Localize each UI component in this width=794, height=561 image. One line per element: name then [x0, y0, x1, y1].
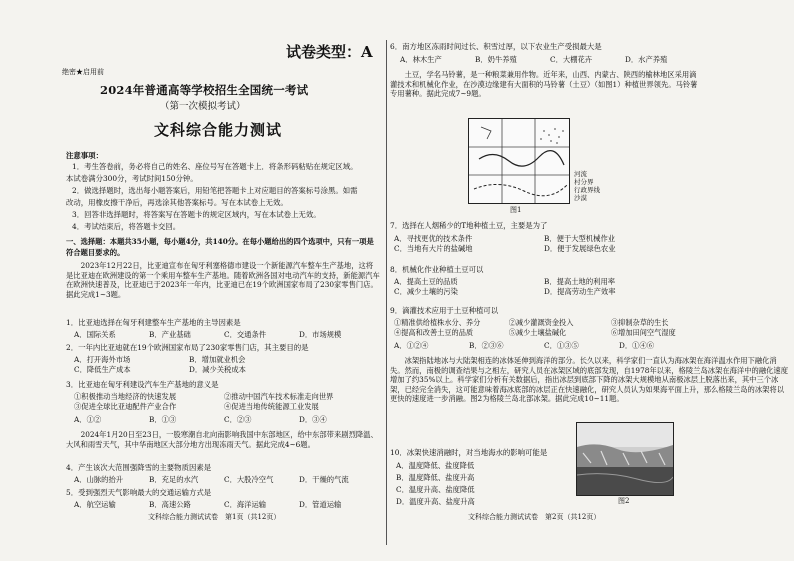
option-4b[interactable]: B．充足的水汽: [149, 475, 199, 484]
question-3-options: [74, 415, 374, 425]
option-10c[interactable]: C．温度升高、盐度降低: [396, 485, 475, 494]
item-9-5: ⑤减少土壤盐碱化: [508, 328, 567, 337]
option-9c[interactable]: C．①③⑤: [544, 341, 579, 350]
legend-river: 河流: [574, 170, 587, 178]
option-7a[interactable]: A．寻找更优的技术条件: [394, 234, 473, 243]
option-5b[interactable]: B．高速公路: [149, 500, 191, 509]
item-3-2: ②推动中国汽车技术标准走向世界: [224, 392, 334, 401]
option-6b[interactable]: B．奶牛养殖: [475, 55, 517, 64]
figure-1-graphic: [469, 119, 569, 203]
option-3b[interactable]: B．①③: [149, 415, 177, 424]
option-2b[interactable]: B．增加就业机会: [189, 355, 246, 364]
material-2: 2024年1月20日至23日，一股寒潮自北向南影响我国中东部地区，给中东部带来剧烈降温、大风和雨雪天气，其中华南地区大部分地方出现冻雨天气。据此完成4~6题。: [66, 430, 378, 449]
question-6-options: [400, 55, 700, 65]
question-6: 6．南方地区冻雨时间过长、积雪过厚，以下农业生产受损最大是: [390, 42, 602, 51]
figure-1-legend: [574, 170, 600, 202]
question-2: 2．一年内比亚迪就在19个欧洲国家布局了230家零售门店，其主要目的是: [66, 343, 309, 352]
exam-title: 2024年普通高等学校招生全国统一考试: [100, 83, 309, 97]
option-4c[interactable]: C．大股冷空气: [224, 475, 274, 484]
option-2d[interactable]: D．减少关税成本: [189, 364, 246, 374]
exam-subtitle: （第一次模拟考试）: [160, 101, 246, 112]
option-6a[interactable]: A．林木生产: [400, 55, 442, 64]
figure-2-photo: [576, 422, 674, 496]
figure-2-graphic: [577, 423, 673, 495]
question-9-options: [394, 341, 694, 351]
option-9d[interactable]: D．①④⑥: [619, 341, 655, 350]
option-6d[interactable]: D．水产养殖: [625, 55, 668, 64]
figure-1-caption: 图1: [510, 206, 522, 214]
option-8d[interactable]: D．提高劳动生产效率: [544, 286, 616, 296]
legend-admin-boundary: 行政界线: [574, 186, 600, 194]
option-8a[interactable]: A．提高土豆的品质: [394, 277, 458, 286]
exam-type-label: 试卷类型：A: [286, 43, 373, 61]
question-3: 3．比亚迪在匈牙利建设汽车生产基地的意义是: [66, 380, 219, 389]
option-1a[interactable]: A．国际关系: [74, 330, 116, 339]
note-2: 2．做选择题时，选出每小题答案后，用铅笔把答题卡上对应题目的答案标号涂黑。如需: [72, 186, 358, 195]
option-1c[interactable]: C．交通条件: [224, 330, 267, 339]
question-5-options: [74, 500, 374, 510]
figure-2-caption: 图2: [618, 497, 630, 505]
option-7d[interactable]: D．便于发展绿色农业: [544, 243, 616, 253]
question-1-options: [74, 330, 374, 340]
question-4-options: [74, 475, 374, 485]
option-6c[interactable]: C．大棚花卉: [550, 55, 593, 64]
option-3d[interactable]: D．③④: [299, 415, 327, 424]
option-2c[interactable]: C．降低生产成本: [74, 364, 131, 374]
legend-village-boundary: 村分界: [574, 178, 594, 186]
question-9: 9．滴灌技术应用于土豆种植可以: [390, 306, 499, 315]
legend-desert: 沙漠: [574, 194, 587, 202]
question-9-items: [394, 318, 704, 338]
option-9b[interactable]: B．②③⑥: [469, 341, 504, 350]
option-5a[interactable]: A．航空运输: [74, 500, 116, 509]
question-5: 5．受到强烈天气影响最大的交通运输方式是: [66, 488, 212, 497]
question-10-options: [396, 460, 475, 508]
note-2b: 改动，用橡皮擦干净后，再选涂其他答案标号。写在本试卷上无效。: [66, 198, 288, 207]
note-4: 4．考试结束后，将答题卡交回。: [72, 222, 181, 231]
option-5d[interactable]: D．管道运输: [299, 500, 342, 509]
option-7b[interactable]: B．便于大型机械作业: [544, 234, 616, 243]
option-2a[interactable]: A．打开海外市场: [74, 355, 131, 364]
option-10d[interactable]: D．温度升高、盐度升高: [396, 497, 475, 506]
item-9-6: ⑥增加田间空气湿度: [610, 328, 676, 337]
question-10: 10．冰架快速消融时，对当地海水的影响可能是: [390, 448, 548, 457]
material-4: 冰架指陆地冰与大陆架相连的冰体延伸到海洋的部分。长久以来，科学家们一直认为海冰架在海洋温水作用下融化消失。然而，南极的调查结果与之相左，研究人员在冰架区域的底部发现，自1978年以来，格陵兰岛冰架在海洋中的融化速度增加了约35%以上。科学家们分析有关数据后，指出冰层到底部下降的冰架大规模地从南极冰层上脱落出来，其中三个冰架，已经完全消失，这可能意味着海冰底部的冰层正在快速融化，研究人员认为如果海平面上升，那么格陵兰岛的冰架将以更快的速度进一步消融。图2为格陵兰岛北部冰架。据此完成10~11题。: [390, 356, 789, 403]
option-3a[interactable]: A．①②: [74, 415, 102, 424]
page-1: [0, 0, 387, 561]
page-1-footer: 文科综合能力测试试卷 第1页（共12页）: [148, 513, 281, 521]
option-1d[interactable]: D．市场规模: [299, 330, 342, 339]
option-8c[interactable]: C．减少土壤的污染: [394, 286, 458, 296]
note-3: 3．回答非选择题时，将答案写在答题卡的规定区域内，写在本试卷上无效。: [72, 210, 321, 219]
figure-1-map: [468, 118, 570, 204]
question-7: 7．选择在人烟稀少的T地种植土豆，主要是为了: [390, 221, 548, 230]
question-4: 4．产生该次大范围强降雪的主要物质因素是: [66, 463, 212, 472]
option-4a[interactable]: A．山脉的抬升: [74, 475, 124, 484]
item-9-4: ④提高和改善土豆的品质: [394, 328, 474, 337]
option-10a[interactable]: A．温度降低、盐度降低: [396, 461, 475, 470]
section-1-heading: 一、选择题：本题共35小题，每小题4分，共140分。在每小题给出的四个选项中，只有一项是符合题目要求的。: [66, 237, 374, 257]
item-9-2: ②减少灌溉资金投入: [508, 318, 574, 327]
option-8b[interactable]: B．提高土地的利用率: [544, 277, 616, 286]
item-3-3: ③促进全球比亚迪配件产业合作: [74, 401, 177, 411]
page-2-footer: 文科综合能力测试试卷 第2页（共12页）: [468, 513, 601, 521]
notes-heading: 注意事项：: [66, 151, 103, 160]
question-8: 8．机械化作业种植土豆可以: [390, 265, 484, 274]
question-8-options: [394, 277, 694, 297]
option-9a[interactable]: A．①②④: [394, 341, 429, 350]
secret-label: 绝密★启用前: [62, 68, 104, 76]
option-1b[interactable]: B．产业基础: [149, 330, 191, 339]
item-9-3: ③抑制杂草的生长: [610, 318, 669, 327]
option-10b[interactable]: B．温度降低、盐度升高: [396, 473, 475, 482]
option-4d[interactable]: D．干燥的气流: [299, 475, 349, 484]
option-5c[interactable]: C．海洋运输: [224, 500, 267, 509]
question-3-items: [74, 392, 374, 412]
page-2: [390, 0, 794, 561]
option-7c[interactable]: C．当地有大片的盐碱地: [394, 243, 473, 253]
item-3-1: ①积极推动当地经济的快速发展: [74, 392, 177, 401]
material-1: 2023年12月22日，比亚迪宣布在匈牙利塞格德市建设一个新能源汽车整车生产基地，这将是比亚迪在欧洲建设的第一个乘用车整车生产基地。随着欧洲各国对电动汽车的支持，新能源汽车在欧洲快速普及，比亚迪已于2023年一年内，比亚迪已在19个欧洲国家布局了230家零售门店。据此完成1~3题。: [66, 261, 380, 299]
question-1: 1．比亚迪选择在匈牙利建整车生产基地的主导因素是: [66, 318, 241, 327]
note-1: 1．考生答卷前，务必将自己的姓名、座位号写在答题卡上．将条形码粘贴在规定区域。: [72, 162, 358, 171]
option-3c[interactable]: C．②③: [224, 415, 252, 424]
question-2-options: [74, 355, 304, 375]
subject-title: 文科综合能力测试: [154, 121, 283, 139]
item-9-1: ①精准供给植株水分、养分: [394, 318, 481, 327]
item-3-4: ④促进当地传统能源工业发展: [224, 401, 319, 411]
note-1b: 本试卷满分300分，考试时间150分钟。: [66, 174, 198, 183]
question-7-options: [394, 234, 694, 254]
material-3: 土豆，学名马铃薯，是一种粮菜兼用作物。近年来，山西、内蒙古、陕西的榆林地区采用滴灌技术和机械化作业，在沙漠边缘建有大面积的马铃薯（土豆）（如图1）种植世界领先。马铃薯专用薯种。据此完成7~9题。: [390, 70, 698, 98]
